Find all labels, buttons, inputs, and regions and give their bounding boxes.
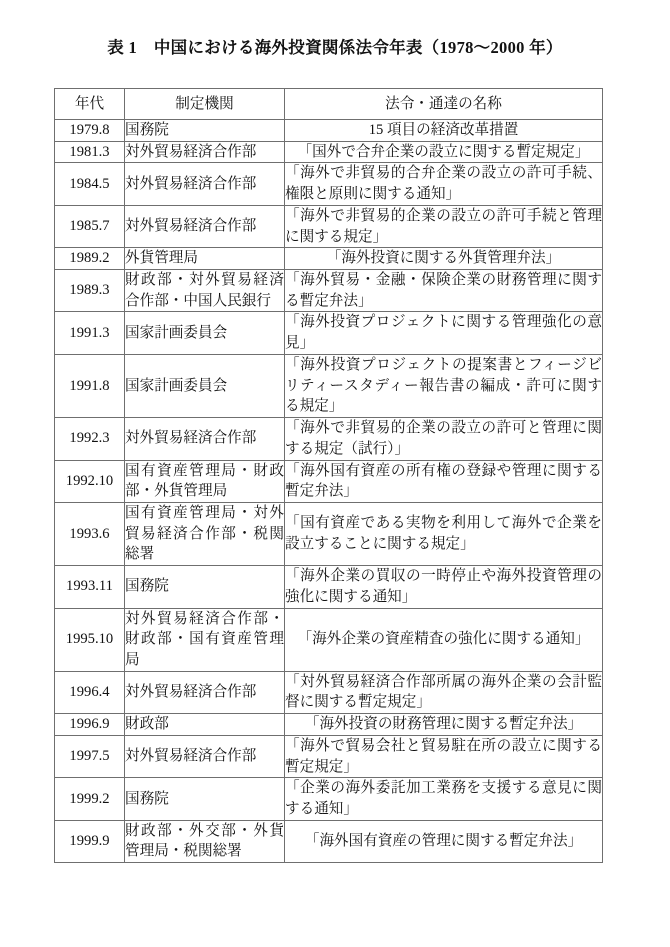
organization-text: 国家計画委員会 — [125, 324, 228, 341]
organization-text: 対外貿易経済合作部 — [125, 684, 257, 701]
column-header-era: 年代 — [55, 89, 125, 120]
cell-era: 1985.7 — [55, 205, 125, 247]
table-row — [55, 354, 603, 417]
law-name-text: 15 項目の経済改革措置 — [368, 122, 519, 138]
law-name-text: 「海外国有資産の所有権の登録や管理に関する暫定弁法」 — [285, 462, 602, 500]
cell-organization — [125, 671, 285, 713]
organization-text: 対外貿易経済合作部 — [125, 218, 257, 235]
table-row — [55, 566, 603, 608]
cell-law-name — [285, 566, 603, 608]
organization-text: 対外貿易経済合作部 — [125, 430, 257, 447]
organization-text: 外貨管理局 — [125, 250, 198, 267]
table-row — [55, 418, 603, 460]
cell-law-name — [285, 502, 603, 565]
table-row — [55, 820, 603, 862]
law-name-text: 「海外投資の財務管理に関する暫定弁法」 — [304, 716, 583, 733]
cell-organization — [125, 820, 285, 862]
table-row — [55, 141, 603, 163]
cell-era: 1991.8 — [55, 354, 125, 417]
organization-text: 財政部・外交部・外貨管理局・税関総署 — [125, 822, 284, 860]
cell-law-name — [285, 248, 603, 270]
law-name-text: 「海外で貿易会社と貿易駐在所の設立に関する暫定規定」 — [285, 737, 602, 775]
law-name-text: 「海外貿易・金融・保険企業の財務管理に関する暫定弁法」 — [285, 272, 602, 309]
cell-era: 1996.4 — [55, 671, 125, 713]
cell-organization — [125, 141, 285, 163]
organization-text: 対外貿易経済合作部・財政部・国有資産管理局 — [125, 610, 284, 668]
cell-era: 1984.5 — [55, 163, 125, 205]
cell-organization — [125, 778, 285, 820]
organization-text: 対外貿易経済合作部 — [125, 175, 257, 192]
table-row — [55, 502, 603, 565]
law-name-text: 「海外企業の資産精査の強化に関する通知」 — [297, 631, 590, 648]
cell-era: 1981.3 — [55, 141, 125, 163]
cell-law-name — [285, 820, 603, 862]
page-title: 表 1 中国における海外投資関係法令年表（1978〜2000 年） — [107, 38, 563, 57]
law-chronology-table — [54, 88, 603, 863]
cell-organization — [125, 502, 285, 565]
column-header-law-name: 法令・通達の名称 — [285, 89, 603, 120]
law-name-text: 「企業の海外委託加工業務を支援する意見に関する通知」 — [285, 780, 602, 817]
column-header-organization: 制定機関 — [125, 89, 285, 120]
law-name-text: 「海外投資に関する外貨管理弁法」 — [326, 250, 561, 267]
table-row — [55, 120, 603, 142]
law-name-text: 「国有資産である実物を利用して海外で企業を設立することに関する規定」 — [285, 515, 602, 553]
cell-era: 1989.2 — [55, 248, 125, 270]
law-name-text: 「海外投資プロジェクトに関する管理強化の意見」 — [285, 314, 602, 352]
table-row — [55, 312, 603, 354]
organization-text: 財政部 — [125, 716, 169, 733]
table-row — [55, 735, 603, 777]
organization-text: 国有資産管理局・対外貿易経済合作部・税関総署 — [125, 504, 284, 563]
cell-era: 1999.9 — [55, 820, 125, 862]
cell-law-name — [285, 671, 603, 713]
organization-text: 国有資産管理局・財政部・外貨管理局 — [125, 462, 284, 500]
law-name-text: 「海外投資プロジェクトの提案書とフィージビリティースタディー報告書の編成・許可に関する規定」 — [285, 356, 602, 415]
cell-law-name — [285, 608, 603, 671]
cell-organization — [125, 608, 285, 671]
cell-law-name — [285, 735, 603, 777]
table-row — [55, 205, 603, 247]
cell-organization — [125, 312, 285, 354]
cell-era: 1996.9 — [55, 714, 125, 736]
organization-text: 対外貿易経済合作部 — [125, 143, 257, 160]
cell-law-name — [285, 163, 603, 205]
table-row — [55, 248, 603, 270]
table-header — [55, 89, 603, 120]
organization-text: 国家計画委員会 — [125, 377, 228, 394]
law-name-text: 「海外国有資産の管理に関する暫定弁法」 — [304, 833, 583, 850]
cell-era: 1993.6 — [55, 502, 125, 565]
organization-text: 国務院 — [125, 790, 169, 807]
cell-law-name — [285, 354, 603, 417]
table-container — [54, 88, 602, 863]
table-row — [55, 778, 603, 820]
cell-organization — [125, 270, 285, 312]
cell-organization — [125, 248, 285, 270]
cell-era: 1991.3 — [55, 312, 125, 354]
cell-organization — [125, 566, 285, 608]
cell-organization — [125, 735, 285, 777]
cell-era: 1992.3 — [55, 418, 125, 460]
cell-law-name — [285, 460, 603, 502]
cell-law-name — [285, 141, 603, 163]
law-name-text: 「海外で非貿易的企業の設立の許可と管理に関する規定（試行）」 — [285, 420, 602, 457]
cell-organization — [125, 163, 285, 205]
table-row — [55, 270, 603, 312]
cell-organization — [125, 205, 285, 247]
cell-law-name — [285, 418, 603, 460]
table-header-row — [55, 89, 603, 120]
law-name-text: 「海外で非貿易的合弁企業の設立の許可手続、権限と原則に関する通知」 — [285, 165, 602, 203]
organization-text: 国務院 — [125, 122, 169, 138]
cell-law-name — [285, 205, 603, 247]
cell-organization — [125, 354, 285, 417]
cell-law-name — [285, 778, 603, 820]
organization-text: 対外貿易経済合作部 — [125, 748, 257, 765]
cell-era: 1992.10 — [55, 460, 125, 502]
cell-law-name — [285, 714, 603, 736]
cell-era: 1989.3 — [55, 270, 125, 312]
table-row — [55, 163, 603, 205]
table-row — [55, 460, 603, 502]
law-name-text: 「国外で合弁企業の設立に関する暫定規定」 — [297, 143, 590, 160]
cell-organization — [125, 460, 285, 502]
law-name-text: 「海外で非貿易的企業の設立の許可手続と管理に関する規定」 — [285, 207, 602, 245]
law-name-text: 「対外貿易経済合作部所属の海外企業の会計監督に関する暫定規定」 — [285, 673, 602, 711]
cell-law-name — [285, 120, 603, 142]
cell-law-name — [285, 270, 603, 312]
cell-era: 1993.11 — [55, 566, 125, 608]
table-row — [55, 714, 603, 736]
table-row — [55, 671, 603, 713]
cell-law-name — [285, 312, 603, 354]
cell-era: 1979.8 — [55, 120, 125, 142]
cell-era: 1997.5 — [55, 735, 125, 777]
cell-organization — [125, 714, 285, 736]
law-name-text: 「海外企業の買収の一時停止や海外投資管理の強化に関する通知」 — [285, 568, 602, 605]
cell-organization — [125, 120, 285, 142]
cell-era: 1999.2 — [55, 778, 125, 820]
cell-era: 1995.10 — [55, 608, 125, 671]
organization-text: 財政部・対外貿易経済合作部・中国人民銀行 — [125, 272, 284, 309]
table-body — [55, 120, 603, 863]
table-row — [55, 608, 603, 671]
organization-text: 国務院 — [125, 578, 169, 595]
cell-organization — [125, 418, 285, 460]
